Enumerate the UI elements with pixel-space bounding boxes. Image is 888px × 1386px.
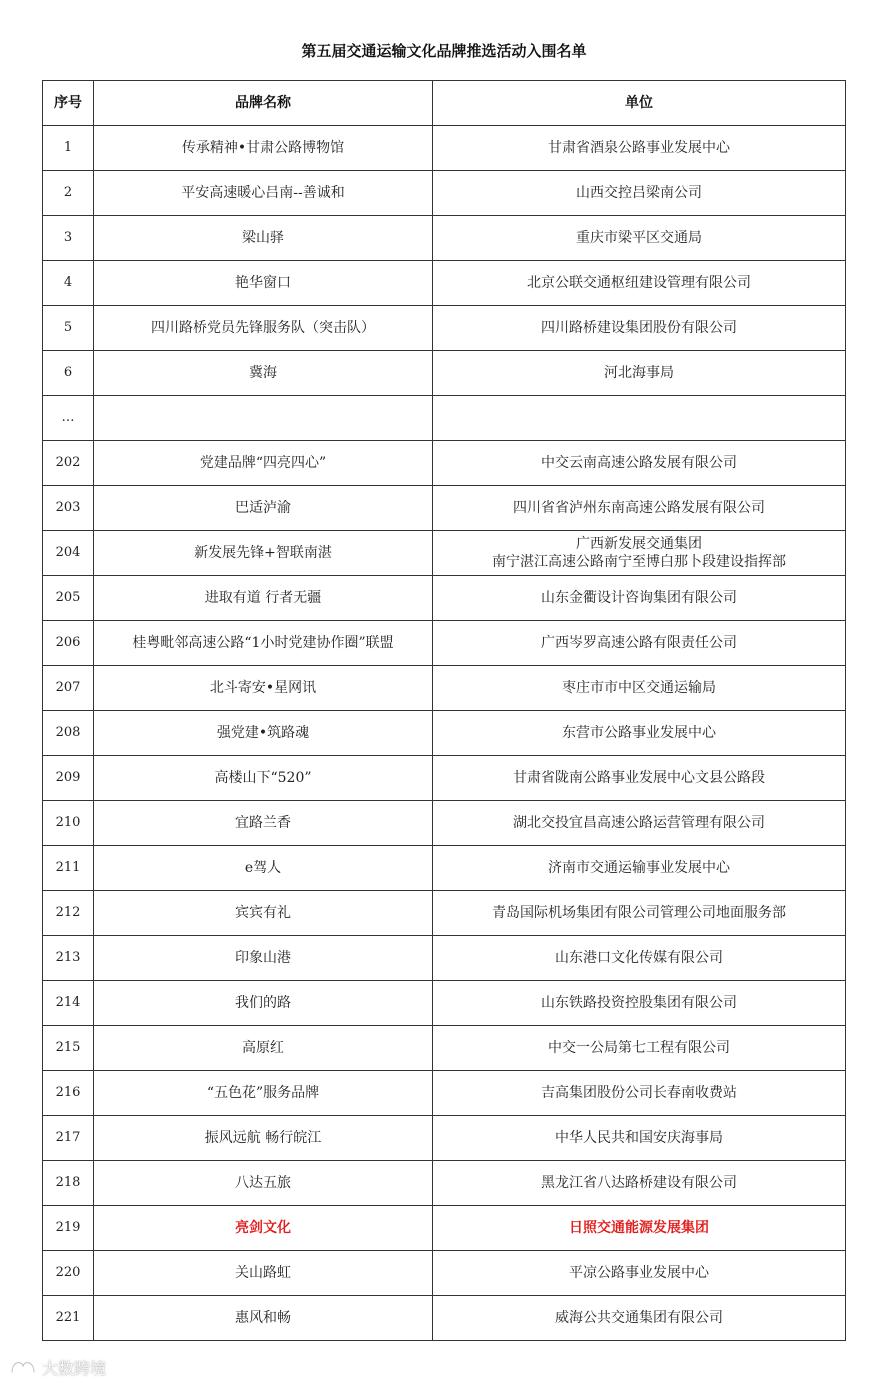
table-row: [43, 126, 846, 171]
unit-line: 广西岑罗高速公路有限责任公司: [541, 635, 737, 651]
unit-line: 四川省省泸州东南高速公路发展有限公司: [513, 500, 765, 516]
table-body: [43, 126, 846, 1341]
brand-name-cell: 亮剑文化: [94, 1206, 433, 1251]
header-brand-name: 品牌名称: [94, 81, 433, 126]
unit-cell: [433, 1026, 846, 1071]
unit-line: 山西交控吕梁南公司: [576, 185, 702, 201]
unit-cell: [433, 576, 846, 621]
brand-name-cell: 我们的路: [94, 981, 433, 1026]
table-row: [43, 891, 846, 936]
table-row: [43, 261, 846, 306]
unit-line: 中交一公局第七工程有限公司: [548, 1040, 730, 1056]
unit-cell: [433, 981, 846, 1026]
table-row: [43, 1296, 846, 1341]
unit-cell: [433, 936, 846, 981]
table-row: [43, 801, 846, 846]
table-row: [43, 306, 846, 351]
serial-number-cell: 5: [43, 306, 94, 351]
unit-cell: [433, 171, 846, 216]
unit-line: 南宁湛江高速公路南宁至博白那卜段建设指挥部: [492, 554, 786, 570]
brand-name-cell: 宜路兰香: [94, 801, 433, 846]
table-row: [43, 531, 846, 576]
unit-line: 威海公共交通集团有限公司: [555, 1310, 723, 1326]
unit-line: 平凉公路事业发展中心: [569, 1265, 709, 1281]
table-row: [43, 936, 846, 981]
brand-name-cell: 桂粤毗邻高速公路“1小时党建协作圈”联盟: [94, 621, 433, 666]
unit-cell: [433, 621, 846, 666]
brand-name-cell: 冀海: [94, 351, 433, 396]
unit-cell: [433, 1251, 846, 1296]
serial-number-cell: 210: [43, 801, 94, 846]
unit-line: 北京公联交通枢纽建设管理有限公司: [527, 275, 751, 291]
unit-cell: [433, 1116, 846, 1161]
brand-name-cell: 梁山驿: [94, 216, 433, 261]
serial-number-cell: 215: [43, 1026, 94, 1071]
serial-number-cell: 206: [43, 621, 94, 666]
table-row: [43, 1161, 846, 1206]
table-row: [43, 1206, 846, 1251]
unit-cell: [433, 486, 846, 531]
brand-name-cell: 北斗寄安•星网讯: [94, 666, 433, 711]
table-row: [43, 1026, 846, 1071]
unit-line: 山东港口文化传媒有限公司: [555, 950, 723, 966]
unit-line: 枣庄市市中区交通运输局: [562, 680, 716, 696]
brand-name-cell: 党建品牌“四亮四心”: [94, 441, 433, 486]
serial-number-cell: 217: [43, 1116, 94, 1161]
brand-name-cell: 宾宾有礼: [94, 891, 433, 936]
unit-line: 山东铁路投资控股集团有限公司: [541, 995, 737, 1011]
unit-cell: [433, 531, 846, 576]
serial-number-cell: 4: [43, 261, 94, 306]
unit-line: 日照交通能源发展集团: [569, 1220, 709, 1236]
unit-line: 湖北交投宜昌高速公路运营管理有限公司: [513, 815, 765, 831]
brand-name-cell: e驾人: [94, 846, 433, 891]
serial-number-cell: 207: [43, 666, 94, 711]
unit-cell: [433, 306, 846, 351]
unit-cell: [433, 351, 846, 396]
brand-name-cell: 艳华窗口: [94, 261, 433, 306]
brand-name-cell: 进取有道 行者无疆: [94, 576, 433, 621]
unit-cell: [433, 216, 846, 261]
brand-name-cell: 印象山港: [94, 936, 433, 981]
table-row: [43, 846, 846, 891]
brand-name-cell: 平安高速暖心吕南--善诚和: [94, 171, 433, 216]
table-row: [43, 396, 846, 441]
unit-line: 重庆市梁平区交通局: [576, 230, 702, 246]
brand-name-cell: 新发展先锋+智联南湛: [94, 531, 433, 576]
table-row: [43, 666, 846, 711]
watermark-text: 大数跨境: [42, 1358, 107, 1378]
table-row: [43, 621, 846, 666]
brand-name-cell: 关山路虹: [94, 1251, 433, 1296]
brand-name-cell: “五色花”服务品牌: [94, 1071, 433, 1116]
brand-logo-icon: [8, 1357, 38, 1377]
unit-cell: [433, 1206, 846, 1251]
unit-cell: [433, 846, 846, 891]
shortlist-table: [42, 80, 846, 1341]
unit-cell: [433, 126, 846, 171]
unit-cell: [433, 1161, 846, 1206]
serial-number-cell: 218: [43, 1161, 94, 1206]
serial-number-cell: 214: [43, 981, 94, 1026]
table-row: [43, 486, 846, 531]
table-row: [43, 1116, 846, 1161]
unit-line: 甘肃省陇南公路事业发展中心文县公路段: [513, 770, 765, 786]
brand-name-cell: 八达五旅: [94, 1161, 433, 1206]
serial-number-cell: 211: [43, 846, 94, 891]
page-title: 第五届交通运输文化品牌推选活动入围名单: [301, 42, 587, 60]
serial-number-cell: 221: [43, 1296, 94, 1341]
unit-line: 四川路桥建设集团股份有限公司: [541, 320, 737, 336]
serial-number-cell: …: [43, 396, 94, 441]
table-row: [43, 441, 846, 486]
table-row: [43, 981, 846, 1026]
table-row: [43, 351, 846, 396]
serial-number-cell: 219: [43, 1206, 94, 1251]
brand-name-cell: 四川路桥党员先锋服务队（突击队）: [94, 306, 433, 351]
header-serial-number: 序号: [43, 81, 94, 126]
unit-line: 吉高集团股份公司长春南收费站: [541, 1085, 737, 1101]
brand-name-cell: 传承精神•甘肃公路博物馆: [94, 126, 433, 171]
serial-number-cell: 216: [43, 1071, 94, 1116]
header-unit: 单位: [433, 81, 846, 126]
table-row: [43, 1251, 846, 1296]
serial-number-cell: 208: [43, 711, 94, 756]
serial-number-cell: 6: [43, 351, 94, 396]
unit-cell: [433, 711, 846, 756]
unit-cell: [433, 756, 846, 801]
serial-number-cell: 205: [43, 576, 94, 621]
unit-cell: [433, 801, 846, 846]
unit-line: 中华人民共和国安庆海事局: [555, 1130, 723, 1146]
watermark: [8, 1355, 106, 1379]
unit-line: 河北海事局: [604, 365, 674, 381]
brand-name-cell: 强党建•筑路魂: [94, 711, 433, 756]
table-row: [43, 1071, 846, 1116]
brand-name-cell: 高楼山下“520”: [94, 756, 433, 801]
unit-cell: [433, 441, 846, 486]
brand-name-cell: 惠风和畅: [94, 1296, 433, 1341]
serial-number-cell: 213: [43, 936, 94, 981]
serial-number-cell: 2: [43, 171, 94, 216]
unit-cell: [433, 1071, 846, 1116]
brand-name-cell: 巴适泸渝: [94, 486, 433, 531]
serial-number-cell: 202: [43, 441, 94, 486]
table-row: [43, 216, 846, 261]
unit-cell: [433, 666, 846, 711]
serial-number-cell: 212: [43, 891, 94, 936]
table-row: [43, 171, 846, 216]
table-row: [43, 756, 846, 801]
unit-line: 甘肃省酒泉公路事业发展中心: [548, 140, 730, 156]
unit-line: 黑龙江省八达路桥建设有限公司: [541, 1175, 737, 1191]
unit-line: 青岛国际机场集团有限公司管理公司地面服务部: [492, 905, 786, 921]
unit-cell: [433, 396, 846, 441]
unit-line: 中交云南高速公路发展有限公司: [541, 455, 737, 471]
unit-line: 广西新发展交通集团: [576, 536, 702, 552]
unit-cell: [433, 891, 846, 936]
serial-number-cell: 209: [43, 756, 94, 801]
serial-number-cell: 3: [43, 216, 94, 261]
unit-line: 济南市交通运输事业发展中心: [548, 860, 730, 876]
brand-name-cell: 振风远航 畅行皖江: [94, 1116, 433, 1161]
table-row: [43, 576, 846, 621]
serial-number-cell: 204: [43, 531, 94, 576]
unit-line: 山东金衢设计咨询集团有限公司: [541, 590, 737, 606]
brand-name-cell: 高原红: [94, 1026, 433, 1071]
serial-number-cell: 220: [43, 1251, 94, 1296]
unit-cell: [433, 261, 846, 306]
unit-cell: [433, 1296, 846, 1341]
serial-number-cell: 203: [43, 486, 94, 531]
unit-line: 东营市公路事业发展中心: [562, 725, 716, 741]
table-header-row: [43, 81, 846, 126]
table-row: [43, 711, 846, 756]
serial-number-cell: 1: [43, 126, 94, 171]
brand-name-cell: [94, 396, 433, 441]
